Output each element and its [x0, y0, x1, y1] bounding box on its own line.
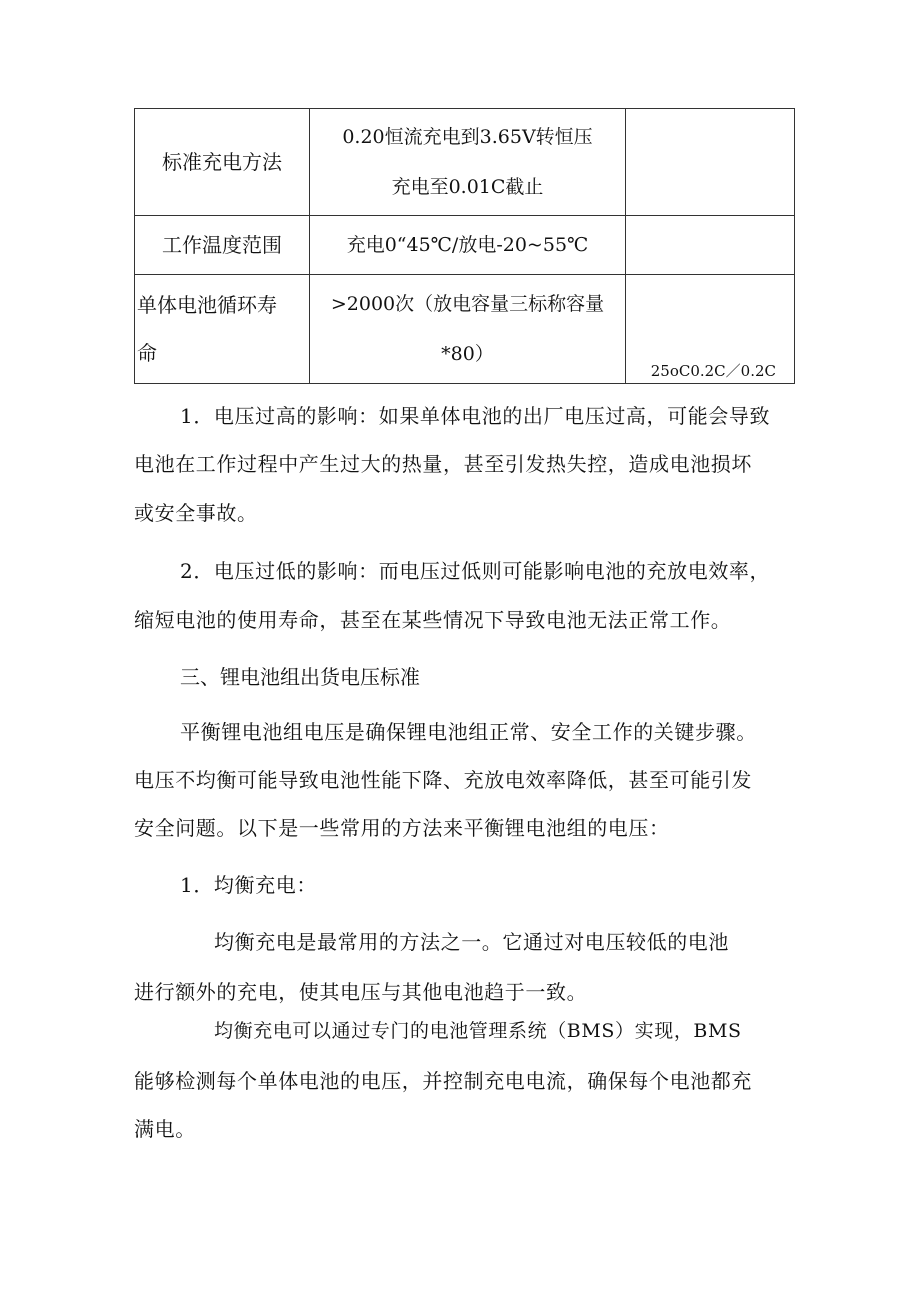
spec-note-cell [626, 109, 795, 216]
spec-value-line: *80） [441, 343, 494, 365]
spec-label-temperature: 工作温度范围 [135, 216, 310, 275]
table-row [135, 109, 795, 216]
paragraph-line: 进行额外的充电，使其电压与其他电池趋于一致。 [134, 980, 588, 1004]
spec-label-line: 命 [137, 341, 157, 365]
spec-value-charge-method [310, 109, 626, 216]
paragraph-line: 安全问题。以下是一些常用的方法来平衡锂电池组的电压： [134, 816, 670, 840]
spec-value-line: 充电至0.01C截止 [391, 176, 544, 198]
paragraph-line: 能够检测每个单体电池的电压，并控制充电电流，确保每个电池都充 [134, 1069, 752, 1093]
battery-spec-table [134, 108, 795, 384]
spec-value-line: >2000次（放电容量三标称容量 [330, 293, 605, 315]
paragraph-line: 电压不均衡可能导致电池性能下降、充放电效率降低，甚至可能引发 [134, 768, 752, 792]
table-row [135, 216, 795, 275]
spec-label-cycle-life [135, 275, 310, 384]
paragraph-line: 电池在工作过程中产生过大的热量，甚至引发热失控，造成电池损坏 [134, 452, 752, 476]
spec-value-temperature: 充电0“45℃/放电-20~55℃ [310, 216, 626, 275]
paragraph-line: 平衡锂电池组电压是确保锂电池组正常、安全工作的关键步骤。 [180, 720, 757, 744]
item-heading: 1．均衡充电： [180, 873, 317, 897]
spec-label-charge-method: 标准充电方法 [135, 109, 310, 216]
paragraph-line: 满电。 [134, 1117, 196, 1141]
paragraph-line: 均衡充电是最常用的方法之一。它通过对电压较低的电池 [214, 930, 729, 954]
spec-note-cell [626, 216, 795, 275]
paragraph-line: 均衡充电可以通过专门的电池管理系统（BMS）实现，BMS [214, 1020, 742, 1042]
spec-note-test-condition: 25oC0.2C／0.2C [626, 275, 795, 384]
paragraph-line: 或安全事故。 [134, 501, 258, 525]
paragraph-line: 2．电压过低的影响：而电压过低则可能影响电池的充放电效率， [180, 559, 771, 583]
spec-label-line: 单体电池循环寿 [137, 293, 277, 317]
paragraph-line: 1．电压过高的影响：如果单体电池的出厂电压过高，可能会导致 [180, 404, 771, 428]
section-heading: 三、锂电池组出货电压标准 [180, 665, 420, 689]
paragraph-line: 缩短电池的使用寿命，甚至在某些情况下导致电池无法正常工作。 [134, 608, 732, 632]
table-row [135, 275, 795, 384]
spec-value-line: 0.20恒流充电到3.65V转恒压 [342, 126, 593, 148]
spec-value-cycle-life [310, 275, 626, 384]
